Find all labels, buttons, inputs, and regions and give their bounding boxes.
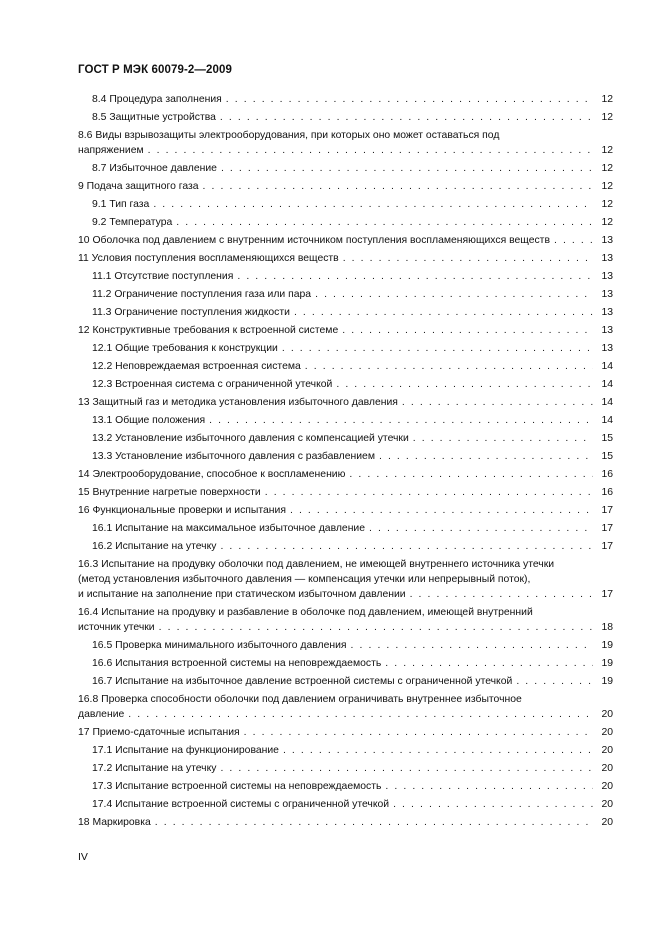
dot-leader [342, 324, 593, 337]
toc-entry-title: 8.5 Защитные устройства [92, 112, 216, 123]
toc-entry-title: 17.3 Испытание встроенной системы на неповреждаемость [92, 781, 382, 792]
dot-leader [290, 504, 593, 517]
toc-entry-page: 16 [601, 469, 613, 480]
dot-leader [128, 708, 593, 721]
toc-entry-title: напряжением [78, 145, 144, 156]
toc-entry-title: 17.1 Испытание на функционирование [92, 745, 279, 756]
dot-leader [159, 621, 593, 634]
dot-leader [155, 816, 593, 829]
toc-entry-page: 17 [601, 523, 613, 534]
toc-entry-page: 13 [601, 271, 613, 282]
dot-leader [351, 639, 593, 652]
dot-leader [220, 540, 593, 553]
dot-leader [265, 486, 593, 499]
toc-entry-title: 9.2 Температура [92, 217, 173, 228]
dot-leader [283, 744, 593, 757]
toc-entry-page: 17 [601, 505, 613, 516]
toc-entry-page: 19 [601, 658, 613, 669]
toc-entry-title: 11 Условия поступления воспламеняющихся веществ [78, 253, 339, 264]
toc-entry-page: 20 [601, 709, 613, 720]
toc-entry-title: 16.7 Испытание на избыточное давление встроенной системы с ограниченной утечкой [92, 676, 513, 687]
toc-entry-page: 14 [601, 397, 613, 408]
toc-entry-page: 12 [601, 163, 613, 174]
dot-leader [393, 798, 593, 811]
toc-entry-title: 13.2 Установление избыточного давления с компенсацией утечки [92, 433, 409, 444]
toc-entry-title: 11.3 Ограничение поступления жидкости [92, 307, 290, 318]
dot-leader [153, 198, 593, 211]
toc-entry-page: 17 [601, 541, 613, 552]
toc-entry-title: и испытание на заполнение при статическом избыточном давлении [78, 589, 406, 600]
toc-entry-title: 16.1 Испытание на максимальное избыточное давление [92, 523, 366, 534]
dot-leader [349, 468, 593, 481]
dot-leader [402, 396, 593, 409]
dot-leader [203, 180, 593, 193]
toc-entry-title: 8.7 Избыточное давление [92, 163, 217, 174]
dot-leader [282, 342, 593, 355]
dot-leader [413, 432, 593, 445]
toc-entry-title: 16.5 Проверка минимального избыточного давления [92, 640, 347, 651]
toc-entry-page: 18 [601, 622, 613, 633]
toc-entry-title: 18 Маркировка [78, 817, 151, 828]
toc-entry-title: 12.1 Общие требования к конструкции [92, 343, 278, 354]
dot-leader [305, 360, 593, 373]
toc-entry-page: 12 [601, 112, 613, 123]
dot-leader [176, 216, 593, 229]
dot-leader [379, 450, 593, 463]
toc-entry-page: 13 [601, 325, 613, 336]
toc-entry-title: 16.6 Испытания встроенной системы на неповреждаемость [92, 658, 382, 669]
dot-leader [148, 144, 593, 157]
toc-entry-title: 13.1 Общие положения [92, 415, 206, 426]
toc-entry-title: 12.2 Неповреждаемая встроенная система [92, 361, 301, 372]
toc-entry-page: 12 [601, 199, 613, 210]
toc-entry-title: 8.4 Процедура заполнения [92, 94, 222, 105]
toc-entry-text-line: (метод установления избыточного давления — компенсация утечки или непрерывный поток), [78, 574, 531, 585]
toc-entry-text-line: 16.4 Испытание на продувку и разбавление в оболочке под давлением, имеющей внутренний [78, 607, 533, 618]
dot-leader [385, 780, 593, 793]
toc-entry-page: 12 [601, 217, 613, 228]
dot-leader [220, 762, 593, 775]
toc-entry-page: 19 [601, 676, 613, 687]
toc-entry-page: 12 [601, 145, 613, 156]
toc-entry-page: 17 [601, 589, 613, 600]
toc-entry-page: 13 [601, 343, 613, 354]
toc-entry-page: 13 [601, 289, 613, 300]
dot-leader [294, 306, 593, 319]
dot-leader [410, 588, 593, 601]
toc-entry-title: 9.1 Тип газа [92, 199, 150, 210]
toc-entry-page: 13 [601, 307, 613, 318]
toc-entry-page: 20 [601, 781, 613, 792]
toc-entry-title: 9 Подача защитного газа [78, 181, 199, 192]
toc-entry-title: 13.3 Установление избыточного давления с разбавлением [92, 451, 375, 462]
toc-entry-title: 16.2 Испытание на утечку [92, 541, 217, 552]
dot-leader [369, 522, 593, 535]
dot-leader [554, 234, 593, 247]
toc-entry-page: 19 [601, 640, 613, 651]
toc-entry-page: 20 [601, 727, 613, 738]
toc-entry-title: 17 Приемо-сдаточные испытания [78, 727, 240, 738]
dot-leader [385, 657, 593, 670]
toc-entry-page: 20 [601, 745, 613, 756]
toc-entry-page: 14 [601, 379, 613, 390]
dot-leader [244, 726, 593, 739]
toc-entry-title: 10 Оболочка под давлением с внутренним источником поступления воспламеняющихся веществ [78, 235, 550, 246]
toc-entry-title: 12 Конструктивные требования к встроенной системе [78, 325, 339, 336]
toc-entry-title: 14 Электрооборудование, способное к воспламенению [78, 469, 346, 480]
page-number: IV [78, 851, 88, 863]
toc-entry-title: источник утечки [78, 622, 155, 633]
dot-leader [336, 378, 593, 391]
toc-entry-page: 20 [601, 817, 613, 828]
toc-entry-title: 12.3 Встроенная система с ограниченной утечкой [92, 379, 333, 390]
toc-entry-page: 12 [601, 181, 613, 192]
toc-entry-page: 12 [601, 94, 613, 105]
toc-entry-title: 16 Функциональные проверки и испытания [78, 505, 286, 516]
toc-entry-text-line: 16.8 Проверка способности оболочки под давлением ограничивать внутреннее избыточное [78, 694, 522, 705]
toc-entry-title: 13 Защитный газ и методика установления избыточного давления [78, 397, 398, 408]
dot-leader [209, 414, 593, 427]
dot-leader [516, 675, 593, 688]
document-header: ГОСТ Р МЭК 60079-2—2009 [78, 64, 232, 76]
toc-entry-title: 17.2 Испытание на утечку [92, 763, 217, 774]
toc-entry-title: 15 Внутренние нагретые поверхности [78, 487, 261, 498]
dot-leader [220, 111, 593, 124]
toc-entry-page: 14 [601, 361, 613, 372]
toc-entry-title: 11.2 Ограничение поступления газа или пара [92, 289, 312, 300]
toc-entry-page: 15 [601, 433, 613, 444]
dot-leader [221, 162, 593, 175]
dot-leader [343, 252, 593, 265]
dot-leader [226, 93, 593, 106]
toc-entry-text-line: 16.3 Испытание на продувку оболочки под давлением, не имеющей внутреннего источника утечки [78, 559, 555, 570]
toc-entry-page: 20 [601, 799, 613, 810]
toc-entry-title: 11.1 Отсутствие поступления [92, 271, 234, 282]
toc-entry-page: 14 [601, 415, 613, 426]
toc-entry-text-line: 8.6 Виды взрывозащиты электрооборудования, при которых оно может оставаться под [78, 130, 500, 141]
toc-entry-page: 15 [601, 451, 613, 462]
dot-leader [237, 270, 593, 283]
dot-leader [315, 288, 593, 301]
toc-entry-title: давление [78, 709, 125, 720]
toc-entry-page: 20 [601, 763, 613, 774]
toc-entry-page: 16 [601, 487, 613, 498]
toc-entry-page: 13 [601, 253, 613, 264]
toc-entry-page: 13 [601, 235, 613, 246]
toc-entry-title: 17.4 Испытание встроенной системы с ограниченной утечкой [92, 799, 390, 810]
